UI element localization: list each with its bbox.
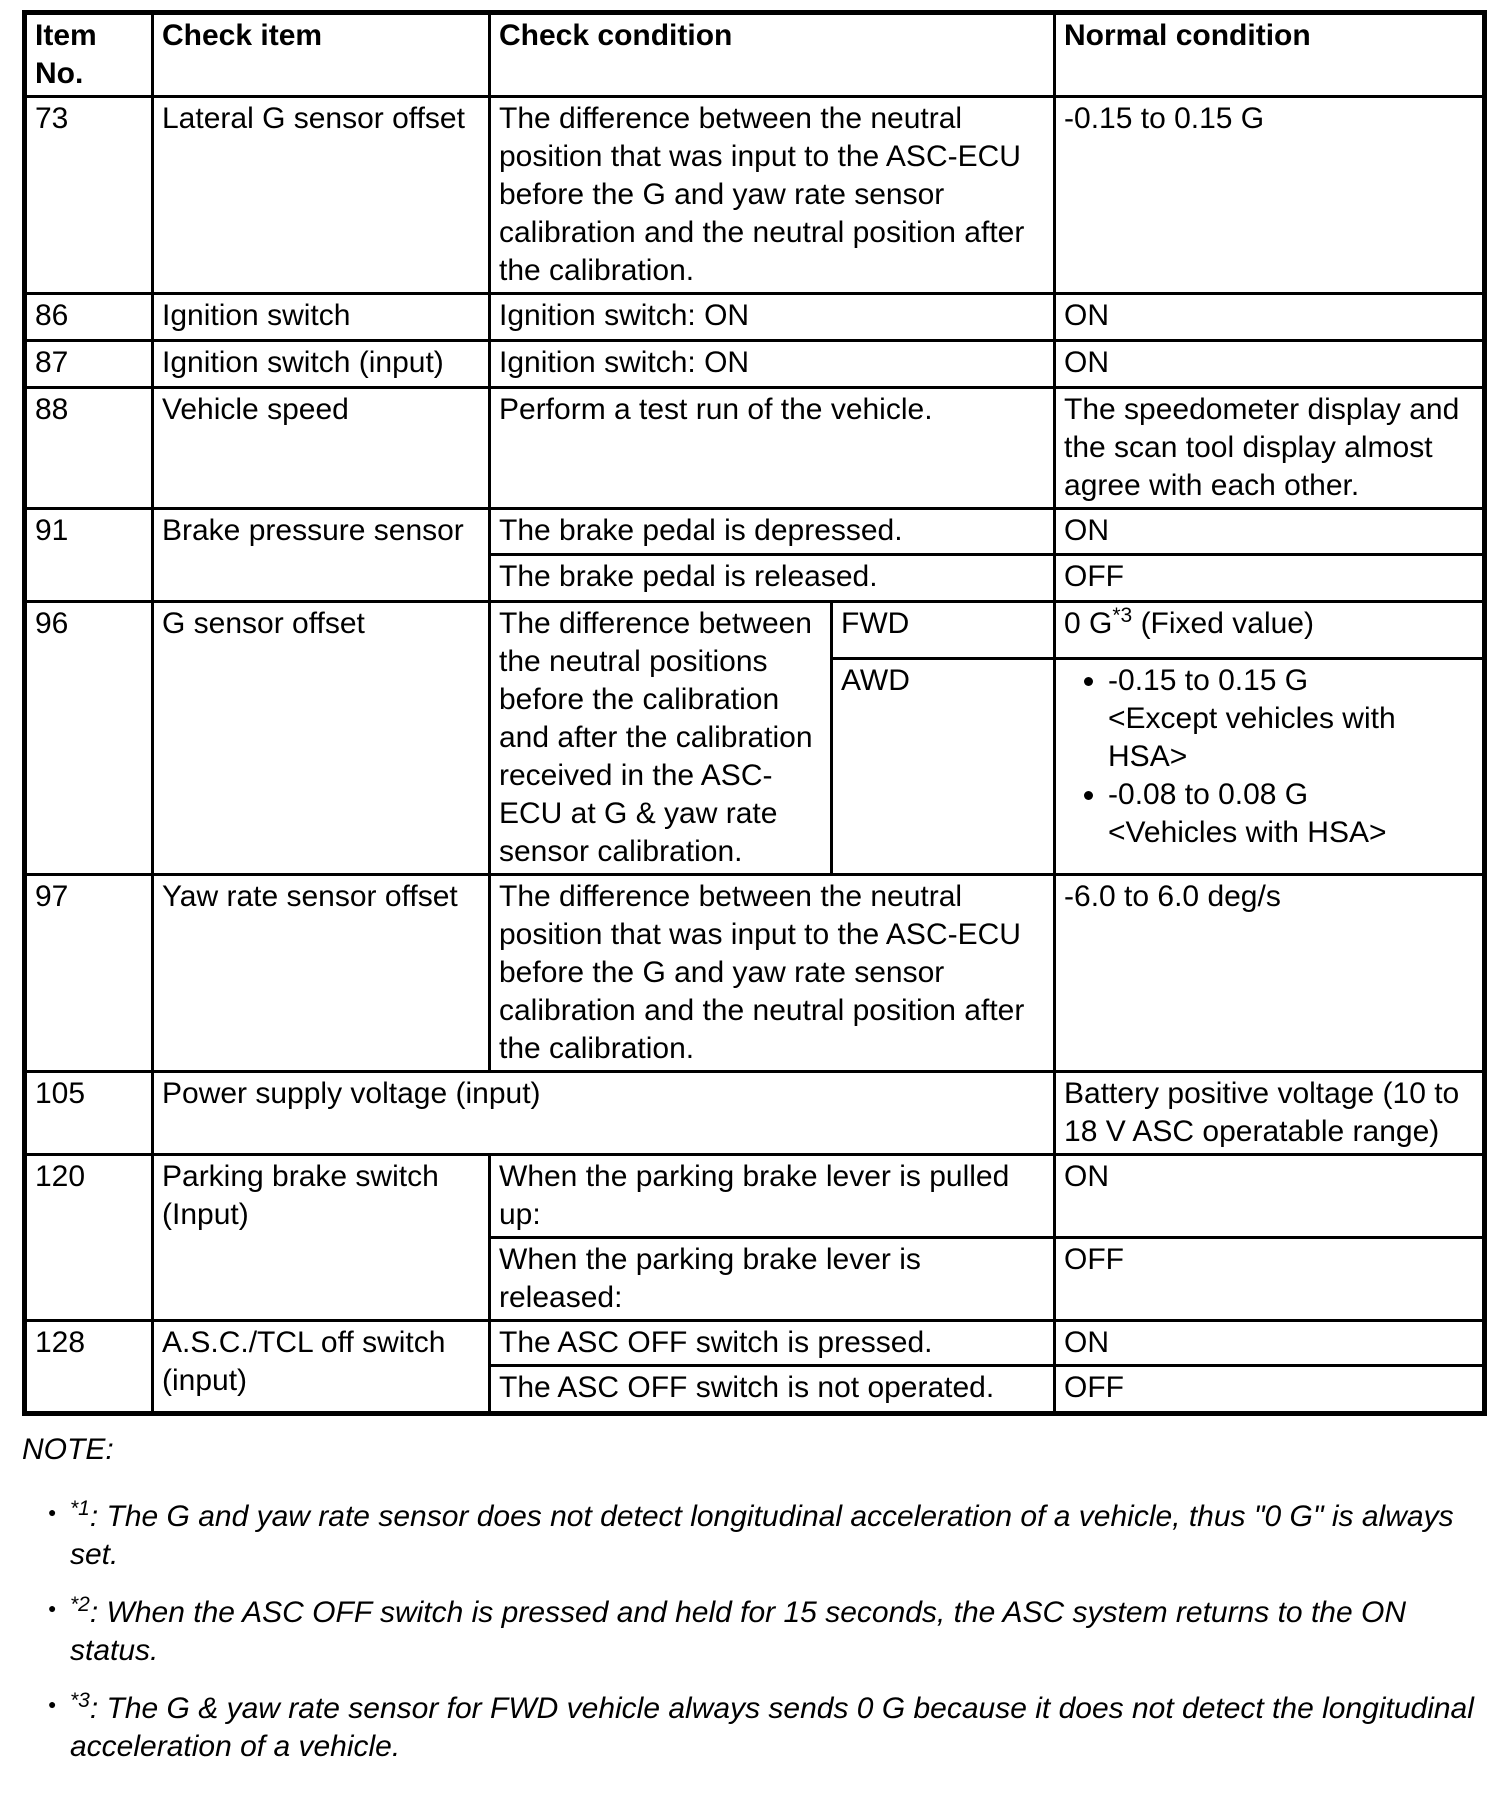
table-row (25, 97, 1485, 294)
check-condition-cell: The brake pedal is depressed. (490, 509, 1055, 555)
check-item-cell: Ignition switch (input) (153, 341, 490, 388)
normal-condition-cell: ON (1055, 1155, 1485, 1238)
check-condition-cell: The difference between the neutral position that was input to the ASC-ECU before the G and yaw rate sensor calibration and the neutral position after the calibration. (490, 875, 1055, 1072)
list-item (1108, 662, 1474, 776)
normal-condition-cell: ON (1055, 1321, 1485, 1366)
drive-type-cell: AWD (832, 659, 1055, 875)
normal-value: 0 G (1064, 607, 1113, 640)
column-header-check-condition: Check condition (490, 13, 1055, 97)
range-value: -0.08 to 0.08 G (1108, 778, 1309, 812)
normal-condition-cell (1055, 659, 1485, 875)
check-condition-cell: When the parking brake lever is pulled up: (490, 1155, 1055, 1238)
item-no-cell: 91 (25, 509, 153, 602)
table-header-row (25, 13, 1485, 97)
item-no-cell: 97 (25, 875, 153, 1072)
item-no-cell: 73 (25, 97, 153, 294)
check-condition-cell: The ASC OFF switch is not operated. (490, 1366, 1055, 1414)
normal-condition-cell: -0.15 to 0.15 G (1055, 97, 1485, 294)
normal-condition-cell: ON (1055, 294, 1485, 341)
vehicle-qualifier: <Vehicles with HSA> (1108, 816, 1387, 850)
item-no-cell: 88 (25, 388, 153, 509)
table-row (25, 1155, 1485, 1238)
range-value: -0.15 to 0.15 G (1108, 664, 1309, 698)
column-header-check-item: Check item (153, 13, 490, 97)
check-item-cell: Ignition switch (153, 294, 490, 341)
check-condition-cell: When the parking brake lever is released: (490, 1238, 1055, 1321)
normal-condition-list (1064, 662, 1474, 852)
column-header-normal-condition: Normal condition (1055, 13, 1485, 97)
normal-condition-cell: ON (1055, 509, 1485, 555)
normal-condition-cell: ON (1055, 341, 1485, 388)
check-item-cell: Lateral G sensor offset (153, 97, 490, 294)
check-item-cell: Vehicle speed (153, 388, 490, 509)
vehicle-qualifier: <Except vehicles with HSA> (1108, 702, 1396, 774)
footnote-marker: *1 (70, 1497, 90, 1520)
table-row (25, 1321, 1485, 1366)
check-item-cell: Power supply voltage (input) (153, 1072, 1055, 1155)
check-item-cell: Yaw rate sensor offset (153, 875, 490, 1072)
footnote-marker: *2 (70, 1593, 90, 1616)
item-no-cell: 128 (25, 1321, 153, 1414)
note-item (22, 1594, 1484, 1670)
check-condition-cell: The ASC OFF switch is pressed. (490, 1321, 1055, 1366)
check-item-cell: A.S.C./TCL off switch (input) (153, 1321, 490, 1414)
list-item (1108, 776, 1474, 852)
table-row (25, 1072, 1485, 1155)
table-row (25, 341, 1485, 388)
note-label: NOTE: (22, 1433, 114, 1466)
check-item-cell: G sensor offset (153, 602, 490, 875)
note-item (22, 1498, 1484, 1574)
item-no-cell: 120 (25, 1155, 153, 1321)
table-row (25, 602, 1485, 659)
table-row (25, 388, 1485, 509)
check-condition-cell: Ignition switch: ON (490, 294, 1055, 341)
item-no-cell: 86 (25, 294, 153, 341)
normal-note: (Fixed value) (1132, 607, 1314, 640)
normal-condition-cell: OFF (1055, 1238, 1485, 1321)
table-row (25, 875, 1485, 1072)
item-no-cell: 105 (25, 1072, 153, 1155)
note-text: : The G & yaw rate sensor for FWD vehicle always sends 0 G because it does not detect the longitudinal acceleration of a vehicle. (70, 1692, 1474, 1763)
check-condition-cell: The difference between the neutral positions before the calibration and after the calibration received in the ASC-ECU at G & yaw rate sensor calibration. (490, 602, 832, 875)
normal-condition-cell: OFF (1055, 1366, 1485, 1414)
item-no-cell: 87 (25, 341, 153, 388)
check-item-cell: Parking brake switch (Input) (153, 1155, 490, 1321)
diagnostic-check-table (22, 10, 1487, 1416)
note-list (22, 1498, 1484, 1766)
normal-condition-cell: The speedometer display and the scan tool display almost agree with each other. (1055, 388, 1485, 509)
item-no-cell: 96 (25, 602, 153, 875)
normal-condition-cell (1055, 602, 1485, 659)
note-text: : When the ASC OFF switch is pressed and held for 15 seconds, the ASC system returns to the ON status. (70, 1596, 1406, 1667)
table-row (25, 509, 1485, 555)
check-item-cell: Brake pressure sensor (153, 509, 490, 602)
table-row (25, 294, 1485, 341)
footnote-marker: *3 (70, 1689, 90, 1712)
note-section (22, 1430, 1484, 1766)
check-condition-cell: The brake pedal is released. (490, 555, 1055, 602)
footnote-marker: *3 (1112, 604, 1133, 627)
check-condition-cell: The difference between the neutral position that was input to the ASC-ECU before the G and yaw rate sensor calibration and the neutral position after the calibration. (490, 97, 1055, 294)
normal-condition-cell: OFF (1055, 555, 1485, 602)
bullet-icon: ● (48, 1696, 57, 1712)
column-header-item-no: Item No. (25, 13, 153, 97)
bullet-icon: ● (48, 1600, 57, 1616)
bullet-icon: ● (48, 1504, 57, 1520)
check-condition-cell: Perform a test run of the vehicle. (490, 388, 1055, 509)
normal-condition-cell: -6.0 to 6.0 deg/s (1055, 875, 1485, 1072)
note-item (22, 1690, 1484, 1766)
drive-type-cell: FWD (832, 602, 1055, 659)
note-text: : The G and yaw rate sensor does not detect longitudinal acceleration of a vehicle, thus "0 G" is always set. (70, 1500, 1454, 1571)
check-condition-cell: Ignition switch: ON (490, 341, 1055, 388)
normal-condition-cell: Battery positive voltage (10 to 18 V ASC operatable range) (1055, 1072, 1485, 1155)
